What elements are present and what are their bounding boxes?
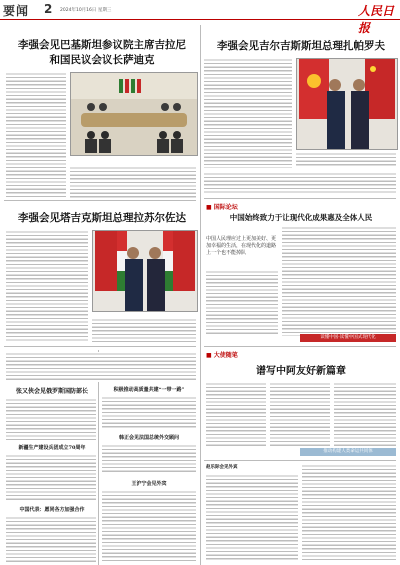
column-divider [200,25,201,565]
headline-modernization: 中国始终致力于让现代化成果惠及全体人民 [229,213,373,222]
banner-read-china: 读懂中国·读懂中国式现代化 [300,334,396,342]
section-name: 要闻 [3,4,30,18]
brief-5-body [6,454,96,502]
briefs-divider [98,350,99,565]
photo-tajik-handshake [92,230,198,312]
article-pakistan-body-2 [70,166,196,198]
article-modernization-body [206,270,278,336]
brief-4-body [102,444,196,474]
essay-label-text: 大使随笔 [213,352,238,359]
article-tajik-body [6,230,88,342]
forum-label-text: 国际论坛 [213,204,238,211]
article-ambassador-body-1 [206,382,266,448]
photo-pakistan-meeting [70,72,198,156]
divider-right-1 [204,198,396,199]
headline-tajik: 李强会见塔吉克斯坦总理拉苏尔佐达 [18,212,186,224]
article-tajik-body-2 [92,318,196,342]
page-header [0,0,400,35]
header-divider [0,19,400,20]
meeting-photo-image [71,73,197,155]
brief-zhang-headline: 张又侠会见俄罗斯国防部长 [15,388,88,395]
headline-kyrgyz: 李强会见吉尔吉斯斯坦总理扎帕罗夫 [217,40,385,52]
article-bottom-right-body-1 [206,474,298,562]
divider-left-2 [4,346,196,347]
essay-marker-icon: ■ [206,352,212,359]
brief-6-headline: 王沪宁会见外宾 [131,481,167,487]
divider-right-3 [204,460,396,461]
handshake-photo-image [93,231,197,311]
brief-2-headline: 积极推动高质量共建“一带一路” [113,387,185,393]
divider-left-1 [4,200,196,201]
article-ambassador-body-2 [270,382,330,448]
brief-zhang-body [6,398,96,440]
divider-right-2 [204,346,396,347]
label-ambassador-essay [206,350,238,359]
brief-3-headline: 赵乐际会见外宾 [206,465,238,470]
handshake-photo-kyrgyz-image [297,59,397,149]
headline-pakistan-line1: 李强会见巴基斯坦参议院主席吉拉尼 [18,39,186,51]
headline-ambassador: 谱写中阿友好新篇章 [256,366,346,377]
article-kyrgyz-body [204,58,292,168]
headline-pakistan-line2: 和国民议会议长萨迪克 [49,54,155,66]
article-kyrgyz-body-2 [296,152,396,168]
banner-community: 推动构建人类命运共同体 [300,448,396,456]
page-number: 2 [44,2,53,16]
pull-quote: 中国人民理应过上更加美好、更加幸福的生活，在现代化的道路上一个也不能掉队 [206,236,277,256]
article-ambassador-body-3 [334,382,396,448]
photo-kyrgyz-handshake [296,58,398,150]
brief-7-body [6,516,96,562]
issue-date: 2024年10月16日 星期三 [60,8,112,13]
article-pakistan-body [6,72,66,198]
article-bottom-right-body-2 [302,464,396,562]
article-kyrgyz-body-3 [204,172,396,194]
brief-4-headline: 韩正会见法国总统外交顾问 [118,435,179,441]
brief-5-headline: 新疆生产建设兵团成立70周年 [18,445,86,451]
article-modernization-body-2 [282,226,396,336]
brief-7-headline: 中国代表：愿同各方加强合作 [19,507,85,513]
tajik-continued-body [6,352,196,382]
brief-2-body [102,396,196,428]
newspaper-logo: 人民日报 [358,4,395,35]
label-international-forum [206,202,238,211]
forum-marker-icon: ■ [206,204,212,211]
brief-6-body [102,490,196,562]
